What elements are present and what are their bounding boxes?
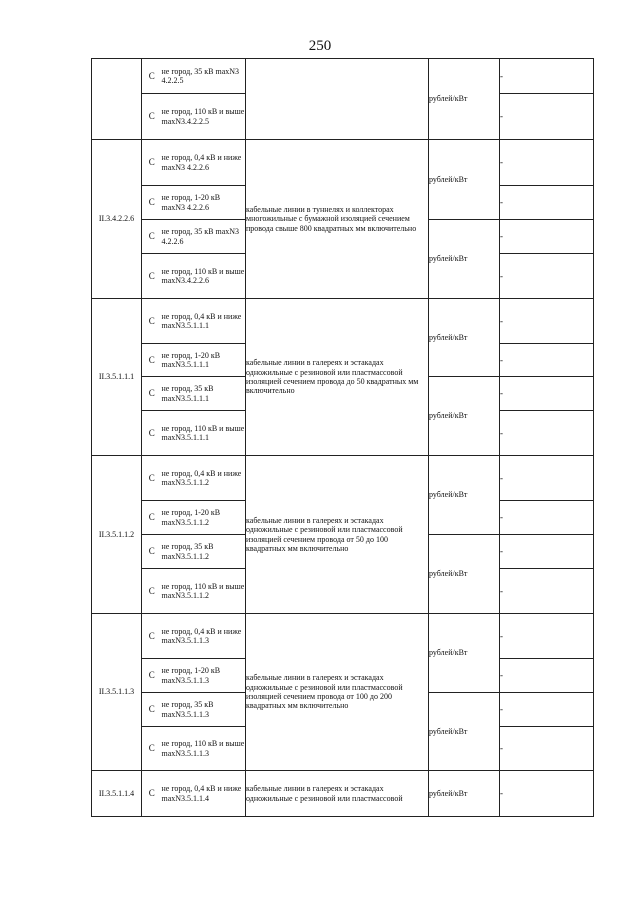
row-letter: С	[142, 614, 162, 659]
tariff-label: не город, 0,4 кВ и ниже maxN3.5.1.1.4	[162, 771, 246, 817]
value-cell: -	[500, 771, 594, 817]
unit-cell: рублей/кВт	[429, 59, 500, 140]
value-cell: -	[500, 59, 594, 94]
value-cell: -	[500, 254, 594, 299]
tariff-label: не город, 35 кВ maxN3.5.1.1.3	[162, 693, 246, 727]
section-description: кабельные линии в туннелях и коллекторах многожильные с бумажной изоляцией сечением провода свыше 800 квадратных мм включительно	[246, 140, 429, 299]
tariff-label: не город, 1-20 кВ maxN3.5.1.1.3	[162, 659, 246, 693]
value-cell: -	[500, 569, 594, 614]
tariff-label: не город, 35 кВ maxN3 4.2.2.5	[162, 59, 246, 94]
tariff-label: не город, 110 кВ и выше maxN3.4.2.2.5	[162, 94, 246, 140]
value-cell: -	[500, 659, 594, 693]
table-row	[92, 140, 594, 186]
tariff-label: не город, 110 кВ и выше maxN3.5.1.1.3	[162, 727, 246, 771]
tariff-label: не город, 1-20 кВ maxN3 4.2.2.6	[162, 186, 246, 220]
unit-cell: рублей/кВт	[429, 456, 500, 535]
value-cell: -	[500, 501, 594, 535]
value-cell: -	[500, 94, 594, 140]
row-letter: С	[142, 344, 162, 377]
table-row	[92, 614, 594, 659]
page-number: 250	[308, 38, 332, 54]
section-code: II.3.5.1.1.1	[92, 299, 142, 456]
row-letter: С	[142, 140, 162, 186]
value-cell: -	[500, 186, 594, 220]
row-letter: С	[142, 693, 162, 727]
unit-cell: рублей/кВт	[429, 140, 500, 220]
row-letter: С	[142, 456, 162, 501]
tariff-label: не город, 0,4 кВ и ниже maxN3.5.1.1.3	[162, 614, 246, 659]
section-code: II.3.4.2.2.6	[92, 140, 142, 299]
section-description: кабельные линии в галереях и эстакадах одножильные с резиновой или пластмассовой изоляцией сечением провода от 100 до 200 квадратных мм включительно	[246, 614, 429, 771]
value-cell: -	[500, 693, 594, 727]
table-row	[92, 59, 594, 94]
value-cell: -	[500, 411, 594, 456]
tariff-label: не город, 1-20 кВ maxN3.5.1.1.2	[162, 501, 246, 535]
value-cell: -	[500, 614, 594, 659]
row-letter: С	[142, 771, 162, 817]
tariff-label: не город, 110 кВ и выше maxN3.5.1.1.2	[162, 569, 246, 614]
section-code: II.3.5.1.1.4	[92, 771, 142, 817]
table-row	[92, 456, 594, 501]
unit-cell: рублей/кВт	[429, 614, 500, 693]
section-description: кабельные линии в галереях и эстакадах одножильные с резиновой или пластмассовой изоляцией сечением провода от 50 до 100 квадратных мм включительно	[246, 456, 429, 614]
section-code: II.3.5.1.1.3	[92, 614, 142, 771]
section-code	[92, 59, 142, 140]
tariff-label: не город, 35 кВ maxN3.5.1.1.2	[162, 535, 246, 569]
value-cell: -	[500, 344, 594, 377]
section-description: кабельные линии в галереях и эстакадах одножильные с резиновой или пластмассовой	[246, 771, 429, 817]
row-letter: С	[142, 569, 162, 614]
value-cell: -	[500, 727, 594, 771]
row-letter: С	[142, 186, 162, 220]
row-letter: С	[142, 59, 162, 94]
tariff-label: не город, 35 кВ maxN3 4.2.2.6	[162, 220, 246, 254]
tariff-label: не город, 0,4 кВ и ниже maxN3.5.1.1.1	[162, 299, 246, 344]
row-letter: С	[142, 411, 162, 456]
tariff-table	[91, 58, 594, 817]
row-letter: С	[142, 299, 162, 344]
tariff-label: не город, 0,4 кВ и ниже maxN3.5.1.1.2	[162, 456, 246, 501]
section-description: кабельные линии в галереях и эстакадах одножильные с резиновой или пластмассовой изоляцией сечением провода до 50 квадратных мм включительно	[246, 299, 429, 456]
unit-cell: рублей/кВт	[429, 693, 500, 771]
value-cell: -	[500, 535, 594, 569]
tariff-label: не город, 35 кВ maxN3.5.1.1.1	[162, 377, 246, 411]
unit-cell: рублей/кВт	[429, 377, 500, 456]
row-letter: С	[142, 254, 162, 299]
section-description	[246, 59, 429, 140]
row-letter: С	[142, 377, 162, 411]
value-cell: -	[500, 377, 594, 411]
tariff-label: не город, 110 кВ и выше maxN3.4.2.2.6	[162, 254, 246, 299]
section-code: II.3.5.1.1.2	[92, 456, 142, 614]
row-letter: С	[142, 659, 162, 693]
table-row	[92, 299, 594, 344]
row-letter: С	[142, 94, 162, 140]
row-letter: С	[142, 727, 162, 771]
unit-cell: рублей/кВт	[429, 771, 500, 817]
row-letter: С	[142, 501, 162, 535]
unit-cell: рублей/кВт	[429, 299, 500, 377]
table-row	[92, 771, 594, 817]
value-cell: -	[500, 140, 594, 186]
unit-cell: рублей/кВт	[429, 220, 500, 299]
value-cell: -	[500, 220, 594, 254]
unit-cell: рублей/кВт	[429, 535, 500, 614]
tariff-label: не город, 0,4 кВ и ниже maxN3 4.2.2.6	[162, 140, 246, 186]
value-cell: -	[500, 299, 594, 344]
row-letter: С	[142, 535, 162, 569]
tariff-label: не город, 110 кВ и выше maxN3.5.1.1.1	[162, 411, 246, 456]
tariff-label: не город, 1-20 кВ maxN3.5.1.1.1	[162, 344, 246, 377]
value-cell: -	[500, 456, 594, 501]
row-letter: С	[142, 220, 162, 254]
